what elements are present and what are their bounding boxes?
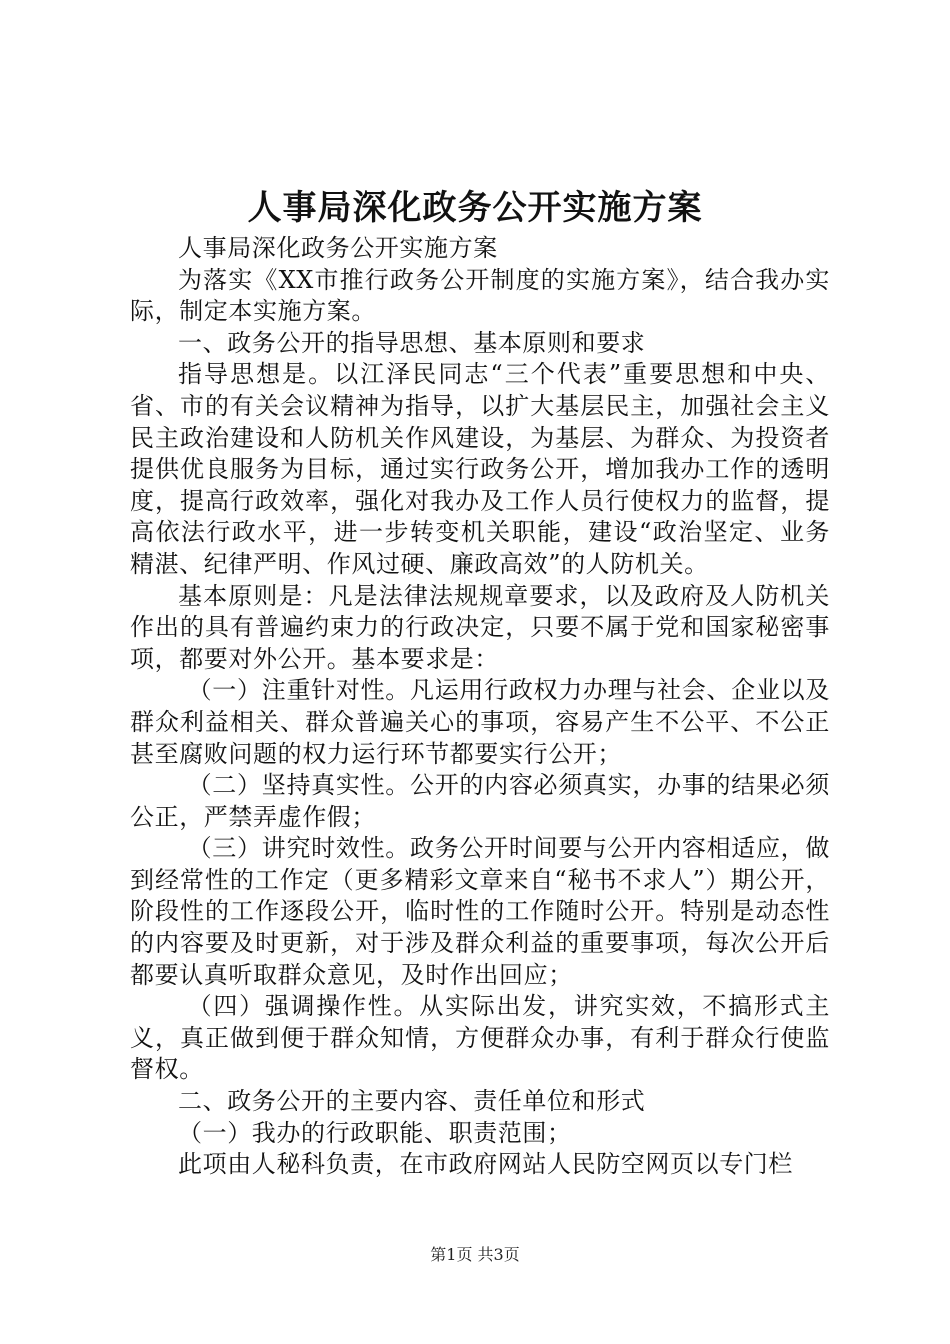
content-item-1: （一）我办的行政职能、职责范围； (178, 1118, 572, 1147)
requirement-item-1: （一）注重针对性。凡运用行政权力办理与社会、企业以及群众利益相关、群众普遍关心的事项，容易产生不公平、不公正甚至腐败问题的权力运行环节都要实行公开； (130, 676, 830, 768)
paragraph-subtitle: 人事局深化政务公开实施方案 (178, 234, 498, 262)
requirement-item-4: （四）强调操作性。从实际出发，讲究实效，不搞形式主义，真正做到便于群众知情，方便群众办事，有利于群众行使监督权。 (130, 992, 830, 1084)
section-heading-1: 一、政务公开的指导思想、基本原则和要求 (178, 328, 646, 357)
paragraph-responsibility: 此项由人秘科负责，在市政府网站人民防空网页以专门栏 (178, 1150, 793, 1179)
paragraph-basic-principles: 基本原则是：凡是法律法规规章要求，以及政府及人防机关作出的具有普遍约束力的行政决定，只要不属于党和国家秘密事项，都要对外公开。基本要求是： (130, 581, 830, 673)
paragraph-guiding-thought: 指导思想是。以江泽民同志“三个代表”重要思想和中央、省、市的有关会议精神为指导，以扩大基层民主，加强社会主义民主政治建设和人防机关作风建设，为基层、为群众、为投资者提供优良服务为目标，通过实行政务公开，增加我办工作的透明度，提高行政效率，强化对我办及工作人员行使权力的监督，提高依法行政水平，进一步转变机关职能，建设“政治坚定、业务精湛、纪律严明、作风过硬、廉政高效”的人防机关。 (130, 360, 830, 578)
requirement-item-3: （三）讲究时效性。政务公开时间要与公开内容相适应，做到经常性的工作定（更多精彩文章来自“秘书不求人”）期公开，阶段性的工作逐段公开，临时性的工作随时公开。特别是动态性的内容要及时更新，对于涉及群众利益的重要事项，每次公开后都要认真听取群众意见，及时作出回应； (130, 834, 830, 989)
paragraph-intro: 为落实《XX市推行政务公开制度的实施方案》，结合我办实际，制定本实施方案。 (130, 265, 830, 326)
page-number-footer: 第1页 共3页 (430, 1245, 520, 1264)
document-body (130, 233, 830, 1181)
document-title: 人事局深化政务公开实施方案 (247, 188, 703, 228)
section-heading-2: 二、政务公开的主要内容、责任单位和形式 (178, 1087, 646, 1116)
requirement-item-2: （二）坚持真实性。公开的内容必须真实，办事的结果必须公正，严禁弄虚作假； (130, 771, 830, 831)
